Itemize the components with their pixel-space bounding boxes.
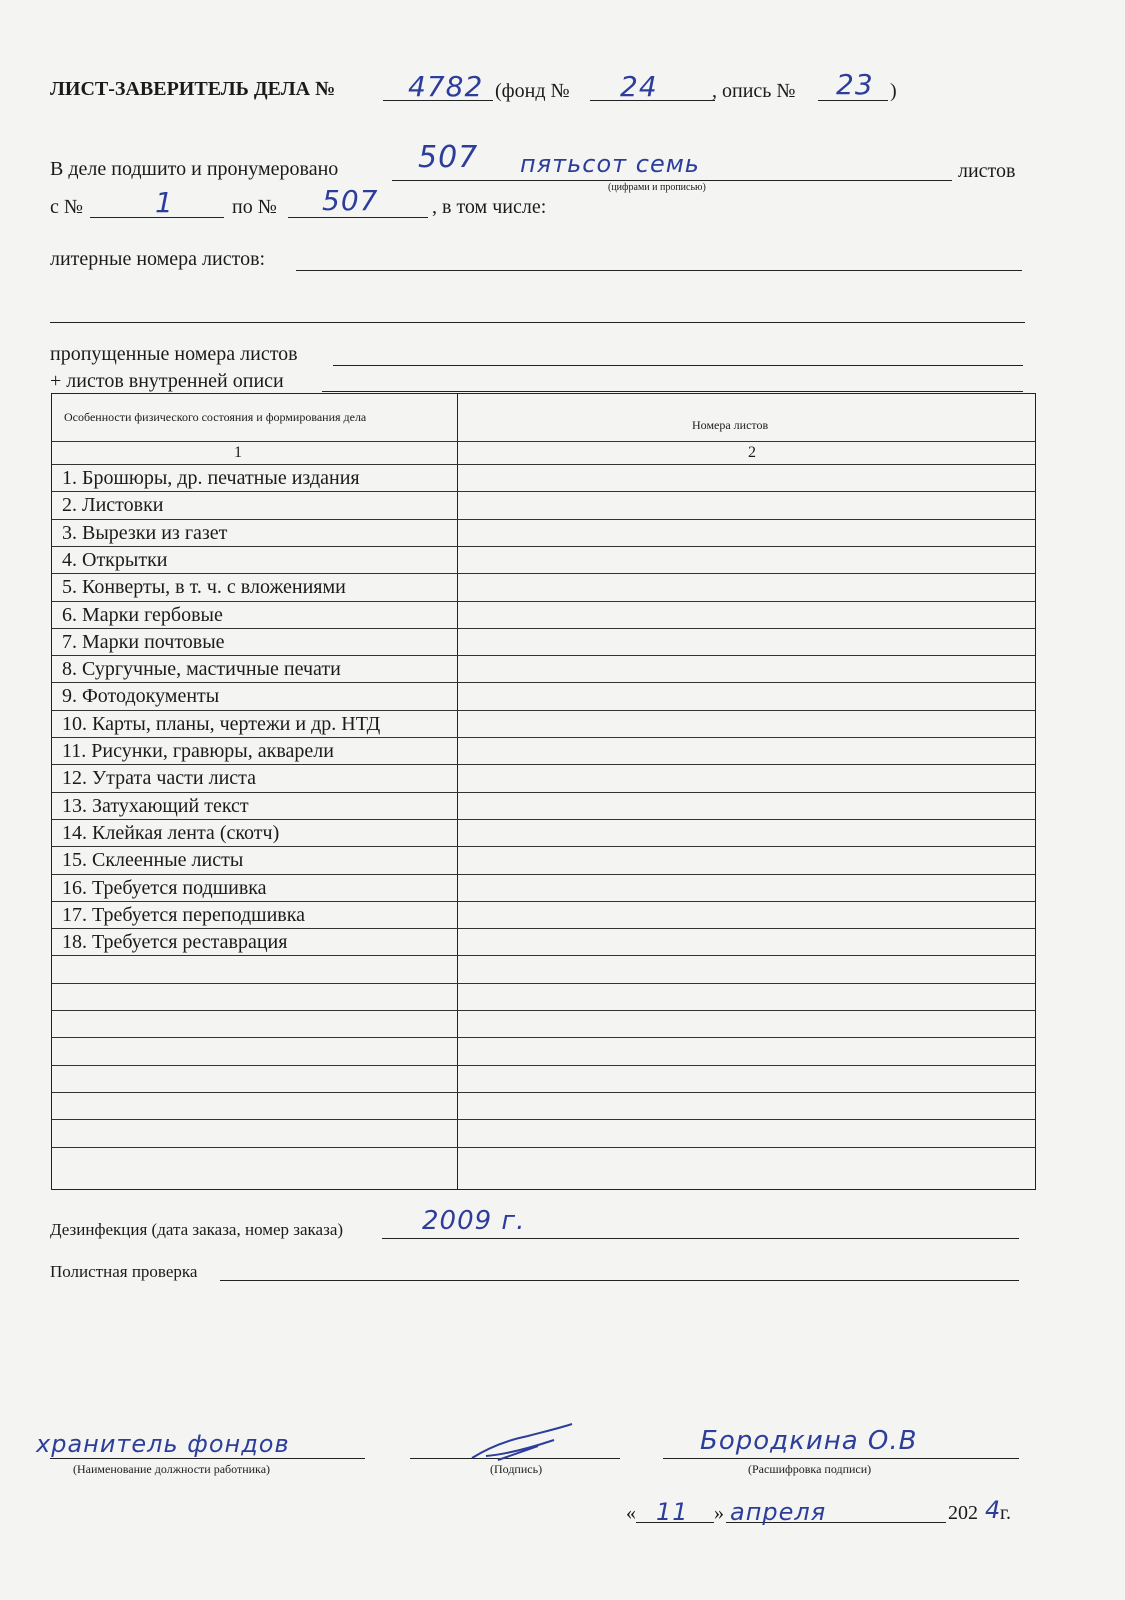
table-row-label: 4. Открытки	[62, 548, 168, 571]
signature-caption: (Подпись)	[490, 1462, 543, 1476]
count-line	[392, 180, 952, 181]
fond-label: (фонд №	[495, 80, 570, 102]
table-rule	[52, 464, 1035, 465]
to-number: 507	[322, 184, 379, 217]
count-label: В деле подшито и пронумеровано	[50, 158, 339, 180]
date-close-quote: »	[714, 1502, 724, 1524]
table-row-label: 7. Марки почтовые	[62, 630, 225, 653]
position-value: хранитель фондов	[36, 1430, 290, 1458]
col2-header: Номера листов	[692, 418, 769, 432]
count-suffix: листов	[958, 160, 1016, 182]
table-row-rule	[52, 901, 1035, 902]
col1-number: 1	[234, 444, 242, 461]
name-line	[663, 1458, 1019, 1459]
table-rule	[52, 441, 1035, 442]
to-label: по №	[232, 196, 277, 218]
table-row-rule	[52, 846, 1035, 847]
table-row-rule	[52, 1065, 1035, 1066]
table-row-rule	[52, 737, 1035, 738]
col2-number: 2	[748, 444, 756, 461]
inner-label: + листов внутренней описи	[50, 370, 284, 392]
to-line	[288, 217, 428, 218]
position-caption: (Наименование должности работника)	[73, 1462, 271, 1476]
table-row-label: 18. Требуется реставрация	[62, 931, 288, 954]
date-month: апреля	[730, 1498, 827, 1526]
count-digits: 507	[418, 140, 479, 175]
from-label: с №	[50, 196, 83, 218]
opis-label: , опись №	[712, 80, 796, 102]
table-row-label: 6. Марки гербовые	[62, 603, 223, 626]
literal-label: литерные номера листов:	[50, 248, 266, 270]
table-row-rule	[52, 983, 1035, 984]
year-prefix: 202	[948, 1502, 978, 1524]
table-row-label: 13. Затухающий текст	[62, 794, 249, 817]
table-row-rule	[52, 792, 1035, 793]
including-label: , в том числе:	[432, 196, 547, 218]
position-line	[50, 1458, 365, 1459]
disinfection-value: 2009 г.	[422, 1206, 526, 1236]
check-label: Полистная проверка	[50, 1262, 198, 1281]
table-row-rule	[52, 1147, 1035, 1148]
delo-number: 4782	[408, 70, 484, 103]
table-row-rule	[52, 874, 1035, 875]
table-row-rule	[52, 764, 1035, 765]
table-row-label: 2. Листовки	[62, 494, 164, 517]
name-caption: (Расшифровка подписи)	[748, 1462, 872, 1476]
table-row-rule	[52, 519, 1035, 520]
table-row-label: 11. Рисунки, гравюры, акварели	[62, 740, 334, 762]
table-row-label: 14. Клейкая лента (скотч)	[62, 821, 280, 844]
table-row-label: 12. Утрата части листа	[62, 767, 257, 790]
signature-scribble	[468, 1418, 578, 1468]
table-row-label: 16. Требуется подшивка	[62, 876, 267, 899]
table-row-label: 9. Фотодокументы	[62, 685, 220, 708]
table-row-rule	[52, 655, 1035, 656]
literal-line-2	[50, 322, 1025, 323]
year-digit: 4	[985, 1496, 1002, 1524]
table-row-rule	[52, 573, 1035, 574]
table-row-rule	[52, 1092, 1035, 1093]
table-row-rule	[52, 1119, 1035, 1120]
table-row-rule	[52, 546, 1035, 547]
count-hint: (цифрами и прописью)	[608, 182, 706, 193]
disinfection-label: Дезинфекция (дата заказа, номер заказа)	[50, 1220, 344, 1239]
inner-line	[322, 391, 1023, 392]
table-row-rule	[52, 491, 1035, 492]
date-day: 11	[656, 1498, 689, 1526]
fond-number: 24	[620, 70, 658, 103]
table-row-rule	[52, 819, 1035, 820]
table-row-rule	[52, 1037, 1035, 1038]
table-row-label: 1. Брошюры, др. печатные издания	[62, 467, 360, 489]
table-row-rule	[52, 710, 1035, 711]
check-line	[220, 1280, 1019, 1281]
table-row-label: 17. Требуется переподшивка	[62, 903, 306, 926]
table-row-label: 8. Сургучные, мастичные печати	[62, 658, 341, 681]
table-row-label: 15. Склеенные листы	[62, 849, 244, 872]
disinfection-line	[382, 1238, 1019, 1239]
title-close-paren: )	[890, 80, 897, 102]
table-row-rule	[52, 601, 1035, 602]
table-row-rule	[52, 628, 1035, 629]
name-value: Бородкина О.В	[700, 1426, 918, 1456]
form-title: ЛИСТ-ЗАВЕРИТЕЛЬ ДЕЛА №	[50, 78, 336, 100]
table-row-rule	[52, 682, 1035, 683]
year-suffix: г.	[1000, 1502, 1011, 1524]
table-row-rule	[52, 928, 1035, 929]
literal-line	[296, 270, 1022, 271]
table-row-rule	[52, 955, 1035, 956]
table-row-label: 5. Конверты, в т. ч. с вложениями	[62, 576, 346, 599]
skipped-line	[333, 365, 1023, 366]
condition-table	[51, 393, 1036, 1190]
table-row-label: 10. Карты, планы, чертежи и др. НТД	[62, 712, 381, 735]
opis-number: 23	[836, 68, 874, 101]
skipped-label: пропущенные номера листов	[50, 343, 298, 365]
from-number: 1	[155, 186, 174, 219]
col1-header: Особенности физического состояния и формирования дела	[64, 410, 367, 424]
table-row-label: 3. Вырезки из газет	[62, 521, 228, 544]
date-open-quote: «	[626, 1502, 636, 1524]
table-row-rule	[52, 1010, 1035, 1011]
count-words: пятьсот семь	[520, 150, 700, 178]
